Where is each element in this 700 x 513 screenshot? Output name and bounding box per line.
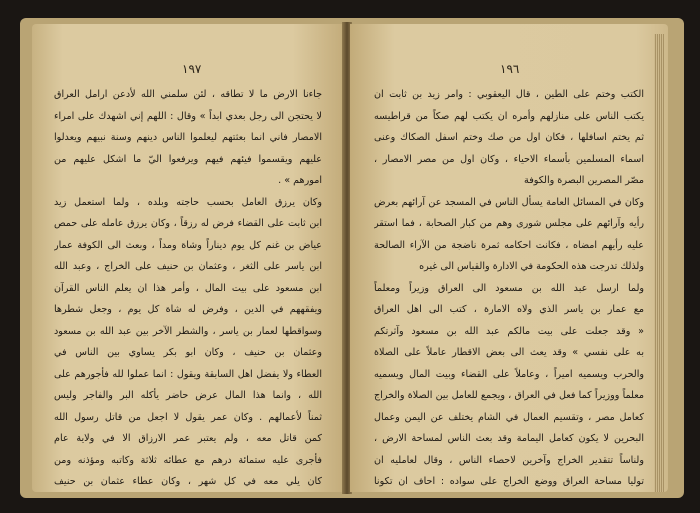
text-line: ولما ارسل عبد الله بن مسعود الى العراق وزيراً ومعلماً (374, 282, 644, 294)
text-line: امورهم » . (278, 175, 322, 186)
text-line: كان يلي معه في كل شهر ، وكان عطاء عثمان بن حنيف (54, 476, 322, 487)
text-line: معلماً ووزيراً كما فعل في العراق ، ويجمع للعامل بين الصلاة والخراج (374, 390, 644, 401)
text-line: فأجرى عليه ستمائة درهم مع عطائه ثلاثة وكاتبه ومؤذنه ومن (54, 454, 322, 466)
text-line: وكان يرزق العامل بحسب حاجته وبلده ، ولما استعمل زيد (54, 196, 322, 208)
text-line: ابن ياسر على الثغر ، وعثمان بن حنيف على الخراج ، وعبد الله (54, 261, 322, 272)
text-line: والحرب ويسميه اميراً ، وعاملاً على القضاء وبيت المال ويسميه (374, 368, 644, 380)
text-line: ثم يختم اسافلها ، فكان اول من صك وختم اسفل الصكاك وعنى (374, 132, 644, 143)
left-page (32, 24, 342, 492)
text-line: توليا مساحة العراق ووضع الخراج على سواده : احاف ان تكونا (374, 476, 644, 487)
text-line: ولناساً تتقدير الخراج وآخرين لاحصاء الناس ، وقال لعامليه ان (374, 454, 644, 466)
text-line: يكتب الناس على منازلهم وأمره ان يكتب لهم صكاً من قراطيسه (374, 110, 644, 122)
text-line: به على نفسي » وقد يعث الى بعض الاقطار عاملاً على الصلاة (374, 347, 644, 358)
page-text (374, 84, 644, 493)
text-line: مع عمار بن ياسر الذي ولاه الامارة ، كتب الى اهل العراق (374, 304, 644, 315)
page-edges (654, 34, 664, 492)
text-line: كمن قاتل معه ، ولم يعتبر عمر الارزاق الا في ولاية عام (54, 433, 322, 444)
page-text (54, 84, 322, 493)
text-line: عياض بن غنم كل يوم ديناراً وشاة ومداً ، وبعث الى الكوفة عمار (54, 239, 322, 251)
text-line: ولذلك تدرجت هذه الحكومة في الادارة والقياس الى غيره (419, 261, 644, 272)
text-line: الكتب وختم على الطين ، قال اليعقوبي : وامر زيد بن ثابت ان (374, 89, 644, 100)
text-line: البحرين لا يكون كعامل اليمامة وقد بعث الناس لمساحة الارض ، (374, 433, 644, 444)
text-line: الله ، وانما هذا المال عرض حاضر يأكله البر والفاجر وليس (54, 390, 322, 401)
text-line: ويفقههم في الدين ، وفرض له شاة كل يوم ، وجعل شطرها (54, 304, 322, 315)
text-line: وعثمان بن حنيف ، وكان ابو بكر يساوي بين الناس في (54, 347, 322, 358)
text-line: عليه رأيهم امضاه ، فكانت احكامه ثمرة ناضجة من الآراء الصالحة (374, 239, 644, 251)
text-line: ابن مسعود على بيت المال ، وأمر هذا ان يعلم الناس القرآن (54, 282, 322, 294)
text-line: « وقد جعلت على بيت مالكم عبد الله بن مسعود وآثرتكم (374, 325, 644, 337)
text-line: الامصار فاني انما بعثتهم ليعلموا الناس دينهم وسنة نبيهم ويعدلوا (54, 132, 322, 143)
text-line: وسواقطها لعمار بن ياسر ، والشطر الآخر بين عبد الله بن مسعود (54, 325, 322, 337)
text-line: ثمناً لأعمالهم . وكان عمر يقول لا اجعل من قاتل رسول الله (54, 411, 322, 423)
text-line: وكان في المسائل العامة يسأل الناس في المسجد عن آرائهم بعرض (374, 196, 644, 208)
text-line: رأيه وآرائهم على مجلس شورى وهم من كبار الصحابة ، فما استقر (374, 218, 644, 229)
text-line: مصّر المصرين البصرة والكوفة (524, 175, 644, 186)
text-line: اسماء المسلمين بأسماء الاحياء ، وكان اول من مصر الامصار ، (374, 153, 644, 165)
right-page (350, 24, 668, 492)
text-line: لا يحتجن الى رجل بعدي ابداً » وقال : اللهم إني اشهدك على امراء (54, 110, 322, 122)
text-line: كعامل مصر ، وتقسيم العمال في الشام يختلف عن اليمن وعمال (374, 411, 644, 423)
page-number: ١٩٧ (182, 62, 202, 76)
text-line: عليهم ويقسموا فيئهم فيهم ويرفعوا اليّ ما اشكل عليهم من (54, 153, 322, 165)
open-book (20, 18, 684, 498)
text-line: جاءنا الارض ما لا تطاقه ، لئن سلمني الله لأدعن ارامل العراق (54, 89, 322, 100)
text-line: العطاء ولا يفضل اهل السابقة ويقول : انما عملوا لله فأجورهم على (54, 368, 322, 380)
page-number: ١٩٦ (500, 62, 520, 76)
text-line: ابن ثابت على القضاء فرض له رزقاً ، وكان يرزق عامله على حمص (54, 218, 322, 229)
